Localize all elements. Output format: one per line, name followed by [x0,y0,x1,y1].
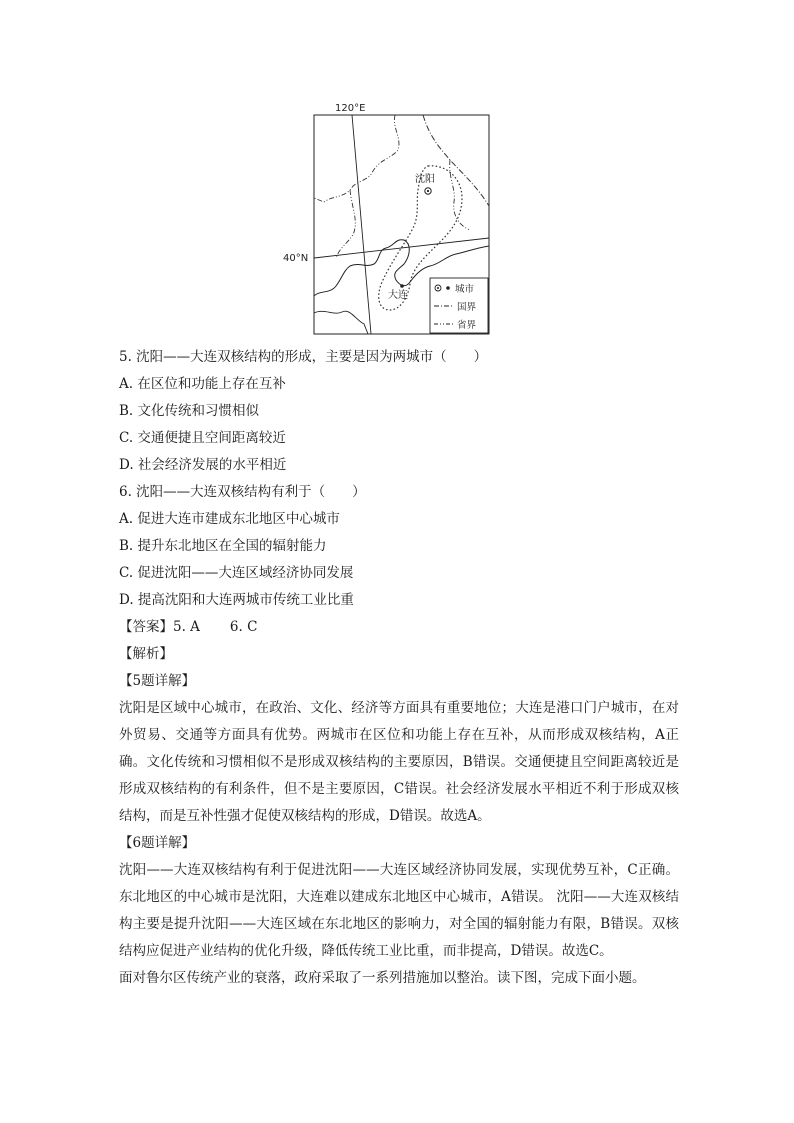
answer-5: 5. A [173,619,200,635]
answer-label: 【答案】 [119,619,173,635]
provincial-border-north [314,115,399,202]
map-legend [430,278,488,333]
legend-provincial-label: 省界 [457,320,477,331]
longitude-label: 120°E [335,103,366,114]
dalian-city-icon [400,284,404,288]
provincial-border-west [336,190,355,258]
parallel-line [314,238,489,258]
answer-6: 6. C [229,619,258,635]
map-figure [280,98,495,340]
national-border [423,115,489,206]
legend-city-label: 城市 [455,284,475,295]
question-6-option-c: C. 促进沈阳——大连区域经济协同发展 [119,565,354,581]
shenyang-label: 沈阳 [415,174,435,185]
question-5-stem: 5. 沈阳——大连双核结构的形成，主要是因为两城市（ ） [119,349,488,365]
legend-national-label: 国界 [457,302,477,313]
question-6-option-b: B. 提升东北地区在全国的辐射能力 [119,538,327,554]
question-6-option-a: A. 促进大连市建成东北地区中心城市 [119,511,340,527]
answer-line [119,614,679,641]
question-5-option-b: B. 文化传统和习惯相似 [119,403,260,419]
q6-detail-label: 【6题详解】 [119,835,196,851]
dalian-label: 大连 [388,290,408,301]
latitude-label: 40°N [283,253,309,264]
question-6-option-d: D. 提高沈阳和大连两城市传统工业比重 [119,592,354,608]
question-content [119,344,679,992]
coastline-south [314,311,368,334]
analysis-label: 【解析】 [119,646,173,662]
question-5-option-a: A. 在区位和功能上存在互补 [119,376,286,392]
question-5-option-d: D. 社会经济发展的水平相近 [119,457,287,473]
q5-detail-text: 沈阳是区域中心城市，在政治、文化、经济等方面具有重要地位；大连是港口门户城市，在对外贸易、交通等方面具有优势。两城市在区位和功能上存在互补，从而形成双核结构，A正确。文化传统和习惯相似不是形成双核结构的主要原因，B错误。交通便捷且空间距离较近是形成双核结构的有利条件，但不是主要原因，C错误。社会经济发展水平相近不利于形成双核结构，而是互补性强才促使双核结构的形成，D错误。故选A。 [119,700,679,824]
q5-detail-label: 【5题详解】 [119,673,196,689]
next-question-intro: 面对鲁尔区传统产业的衰落，政府采取了一系列措施加以整治。读下图，完成下面小题。 [119,970,646,986]
question-6-stem: 6. 沈阳——大连双核结构有利于（ ） [119,484,366,500]
meridian-line [352,115,371,334]
question-5-option-c: C. 交通便捷且空间距离较近 [119,430,286,446]
q6-detail-text: 沈阳——大连双核结构有利于促进沈阳——大连区域经济协同发展，实现优势互补，C正确。东北地区的中心城市是沈阳，大连难以建成东北地区中心城市，A错误。 沈阳——大连双核结构主要是提升沈阳——大连区域在东北地区的影响力，对全国的辐射能力有限，B错误。双核结构应促进产业结构的优化升级，降低传统工业比重，而非提高，D错误。故选C。 [119,862,679,959]
